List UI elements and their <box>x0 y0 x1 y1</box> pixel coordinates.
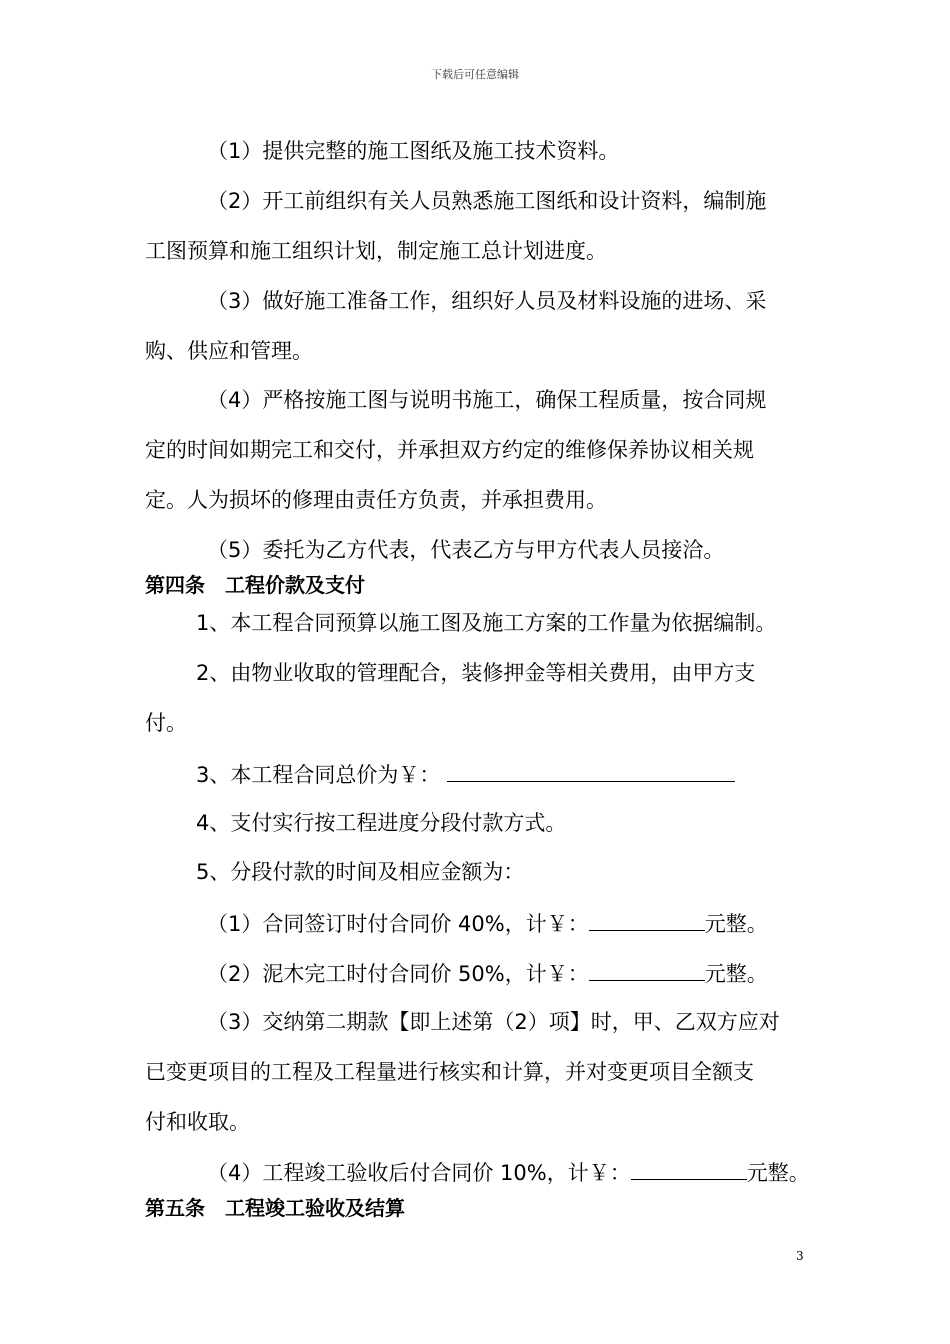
payment-2-label: （2）泥木完工时付合同价 50%，计￥： <box>207 962 589 986</box>
text-line: 付。 <box>145 711 187 735</box>
page-header: 下载后可任意编辑 <box>431 68 519 81</box>
payment-2-blank <box>589 958 705 981</box>
section-heading-4: 第四条 工程价款及支付 <box>145 573 365 597</box>
total-price-label: 3、本工程合同总价为￥： <box>196 763 441 787</box>
text-line: 2、由物业收取的管理配合，装修押金等相关费用，由甲方支 <box>196 661 756 685</box>
payment-line-1 <box>207 908 768 938</box>
payment-2-suffix: 元整。 <box>704 962 768 986</box>
text-line: 付和收取。 <box>145 1110 250 1134</box>
text-line: 定的时间如期完工和交付，并承担双方约定的维修保养协议相关规 <box>145 438 754 462</box>
text-line: 工图预算和施工组织计划，制定施工总计划进度。 <box>145 239 607 263</box>
total-price-line <box>196 759 735 789</box>
text-line: （3）做好施工准备工作，组织好人员及材料设施的进场、采 <box>207 289 767 313</box>
payment-4-blank <box>631 1157 747 1180</box>
payment-1-suffix: 元整。 <box>704 912 768 936</box>
payment-line-2 <box>207 958 768 988</box>
text-line: （1）提供完整的施工图纸及施工技术资料。 <box>207 139 620 163</box>
total-price-blank <box>447 759 735 782</box>
text-line: （2）开工前组织有关人员熟悉施工图纸和设计资料，编制施 <box>207 189 767 213</box>
section-heading-5: 第五条 工程竣工验收及结算 <box>145 1196 405 1220</box>
text-line: 已变更项目的工程及工程量进行核实和计算，并对变更项目全额支 <box>145 1060 754 1084</box>
text-line: （4）严格按施工图与说明书施工，确保工程质量，按合同规 <box>207 388 767 412</box>
payment-1-label: （1）合同签订时付合同价 40%，计￥： <box>207 912 589 936</box>
payment-1-blank <box>589 908 705 931</box>
text-line: 1、本工程合同预算以施工图及施工方案的工作量为依据编制。 <box>196 611 777 635</box>
payment-4-suffix: 元整。 <box>746 1161 810 1185</box>
text-line: 4、支付实行按工程进度分段付款方式。 <box>196 811 567 835</box>
text-line: （3）交纳第二期款【即上述第（2）项】时，甲、乙双方应对 <box>207 1010 780 1034</box>
text-line: 购、供应和管理。 <box>145 339 313 363</box>
text-line: （5）委托为乙方代表，代表乙方与甲方代表人员接洽。 <box>207 538 725 562</box>
page-number: 3 <box>796 1249 804 1263</box>
payment-line-4 <box>207 1157 810 1187</box>
text-line: 定。人为损坏的修理由责任方负责，并承担费用。 <box>145 488 607 512</box>
text-line: 5、分段付款的时间及相应金额为： <box>196 860 525 884</box>
payment-4-label: （4）工程竣工验收后付合同价 10%，计￥： <box>207 1161 631 1185</box>
